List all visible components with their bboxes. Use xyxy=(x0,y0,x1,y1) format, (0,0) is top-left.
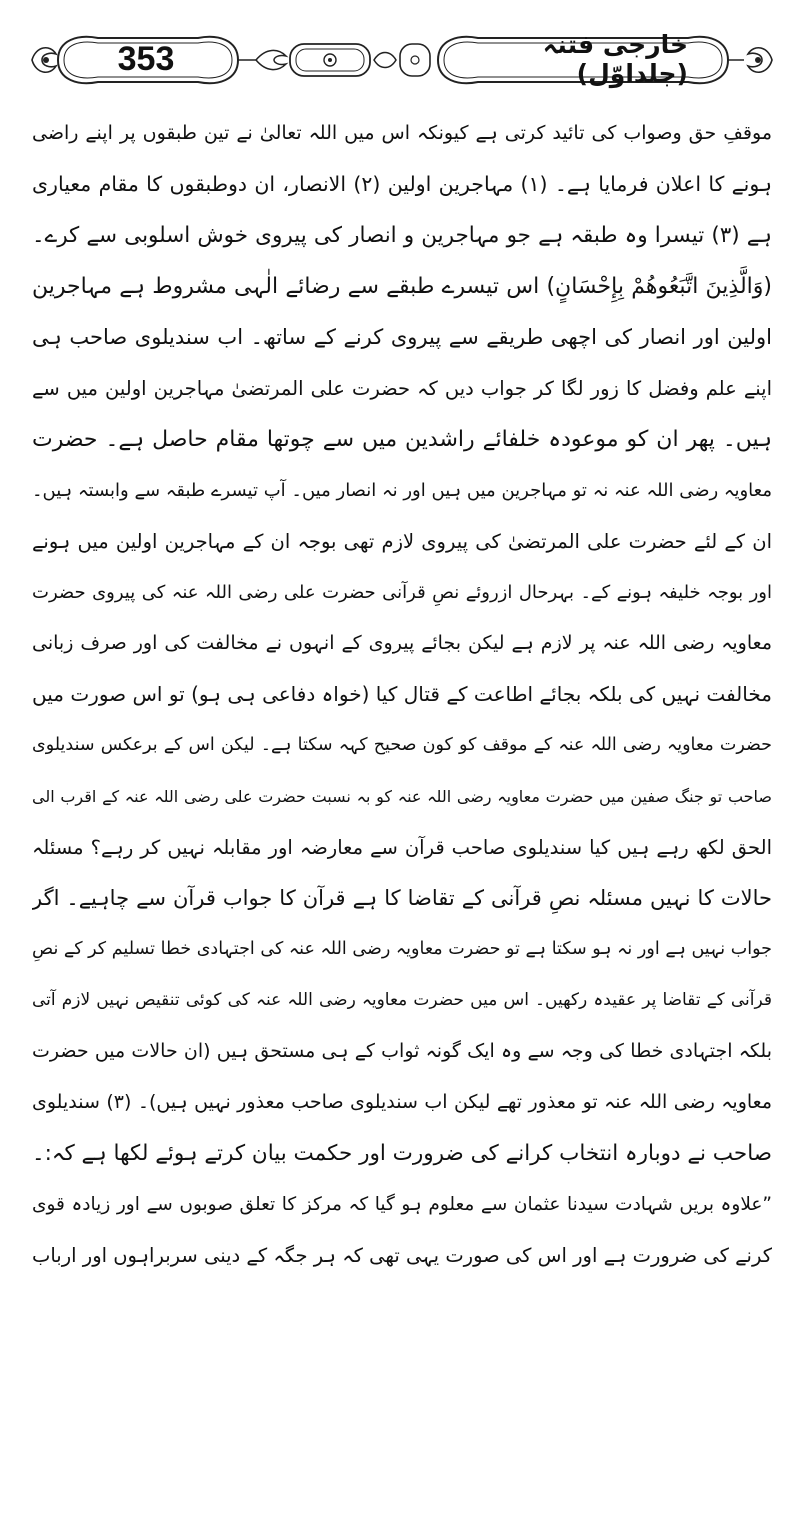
text-line: صاحب نے دوبارہ انتخاب کرانے کی ضرورت اور حکمت بیان کرتے ہوئے لکھا ہے کہ:۔ xyxy=(32,1141,772,1166)
text-line: حضرت معاویہ رضی اللہ عنہ کے موقف کو کون صحیح کہہ سکتا ہے۔ لیکن اس کے برعکس سندیلوی xyxy=(32,735,772,755)
text-line: اور بوجہ خلیفہ ہونے کے۔ بہرحال ازروئے نصِ قرآنی حضرت علی رضی اللہ عنہ کی پیروی حضرت xyxy=(32,582,772,603)
running-title: خارجی فتنہ (جلداوّل) xyxy=(542,30,688,88)
text-line: مخالفت نہیں کی بلکہ بجائے اطاعت کے قتال کیا (خواہ دفاعی ہی ہو) تو اس صورت میں xyxy=(32,682,772,706)
text-line: جواب نہیں ہے اور نہ ہو سکتا ہے تو حضرت معاویہ رضی اللہ عنہ کی اجتہادی خطا تسلیم کر کے نصِ xyxy=(32,939,772,959)
text-line: معاویہ رضی اللہ عنہ تو معذور تھے لیکن اب سندیلوی صاحب معذور نہیں ہیں)۔ (۳) سندیلوی xyxy=(32,1091,772,1113)
text-line: (وَالَّذِينَ اتَّبَعُوهُمْ بِإِحْسَانٍ) اس تیسرے طبقے سے رضائے الٰہی مشروط ہے مہاجرین xyxy=(32,274,772,299)
body-text xyxy=(32,108,772,1281)
page-number: 353 xyxy=(117,39,175,78)
text-line: ہونے کا اعلان فرمایا ہے۔ (۱) مہاجرین اولین (۲) الانصار، ان دوطبقوں کا مقام معیاری xyxy=(32,172,772,196)
text-line: ”علاوہ بریں شہادت سیدنا عثمان سے معلوم ہو گیا کہ مرکز کا تعلق صوبوں سے اور زیادہ قوی xyxy=(32,1194,772,1215)
text-line: معاویہ رضی اللہ عنہ پر لازم ہے لیکن بجائے پیروی کے انہوں نے مخالفت کی اور صرف زبانی xyxy=(32,632,772,654)
text-line: صاحب تو جنگ صفین میں حضرت معاویہ رضی اللہ عنہ کو بہ نسبت حضرت علی رضی اللہ عنہ کے اقرب الی xyxy=(32,787,772,806)
text-line: ان کے لئے حضرت علی المرتضیٰ کی پیروی لازم تھی بوجہ ان کے مہاجرین اولین میں ہونے xyxy=(32,530,772,553)
text-line: اپنے علم وفضل کا زور لگا کر جواب دیں کہ حضرت علی المرتضیٰ مہاجرین اولین میں سے xyxy=(32,377,772,400)
text-line: ہیں۔ پھر ان کو موعودہ خلفائے راشدین میں سے چوتھا مقام حاصل ہے۔ حضرت xyxy=(32,427,772,452)
text-line: بلکہ اجتہادی خطا کی وجہ سے وہ ایک گونہ ثواب کے ہی مستحق ہیں (ان حالات میں حضرت xyxy=(32,1040,772,1062)
text-line: حالات کا نہیں مسئلہ نصِ قرآنی کے تقاضا کا ہے قرآن کا جواب قرآن سے چاہیے۔ اگر xyxy=(32,886,772,910)
text-line: موقفِ حق وصواب کی تائید کرتی ہے کیونکہ اس میں اللہ تعالیٰ نے تین طبقوں پر اپنے راضی xyxy=(32,122,772,144)
text-line: الحق لکھ رہے ہیں کیا سندیلوی صاحب قرآن سے معارضہ اور مقابلہ نہیں کر رہے؟ مسئلہ xyxy=(32,836,772,859)
text-line: کرنے کی ضرورت ہے اور اس کی صورت یہی تھی کہ ہر جگہ کے دینی سربراہوں اور ارباب xyxy=(32,1244,772,1267)
text-line: معاویہ رضی اللہ عنہ نہ تو مہاجرین میں ہیں اور نہ انصار میں۔ آپ تیسرے طبقہ سے وابستہ ہیں۔ xyxy=(32,480,772,501)
text-line: اولین اور انصار کی اچھی طریقے سے پیروی کرنے کے ساتھ۔ اب سندیلوی صاحب ہی xyxy=(32,325,772,349)
text-line: ہے (۳) تیسرا وہ طبقہ ہے جو مہاجرین و انصار کی پیروی خوش اسلوبی سے کرے۔ xyxy=(32,223,772,248)
page-header xyxy=(28,26,776,94)
text-line: قرآنی کے تقاضا پر عقیدہ رکھیں۔ اس میں حضرت معاویہ رضی اللہ عنہ کی کوئی تنقیص نہیں لازم آتی xyxy=(32,990,772,1010)
